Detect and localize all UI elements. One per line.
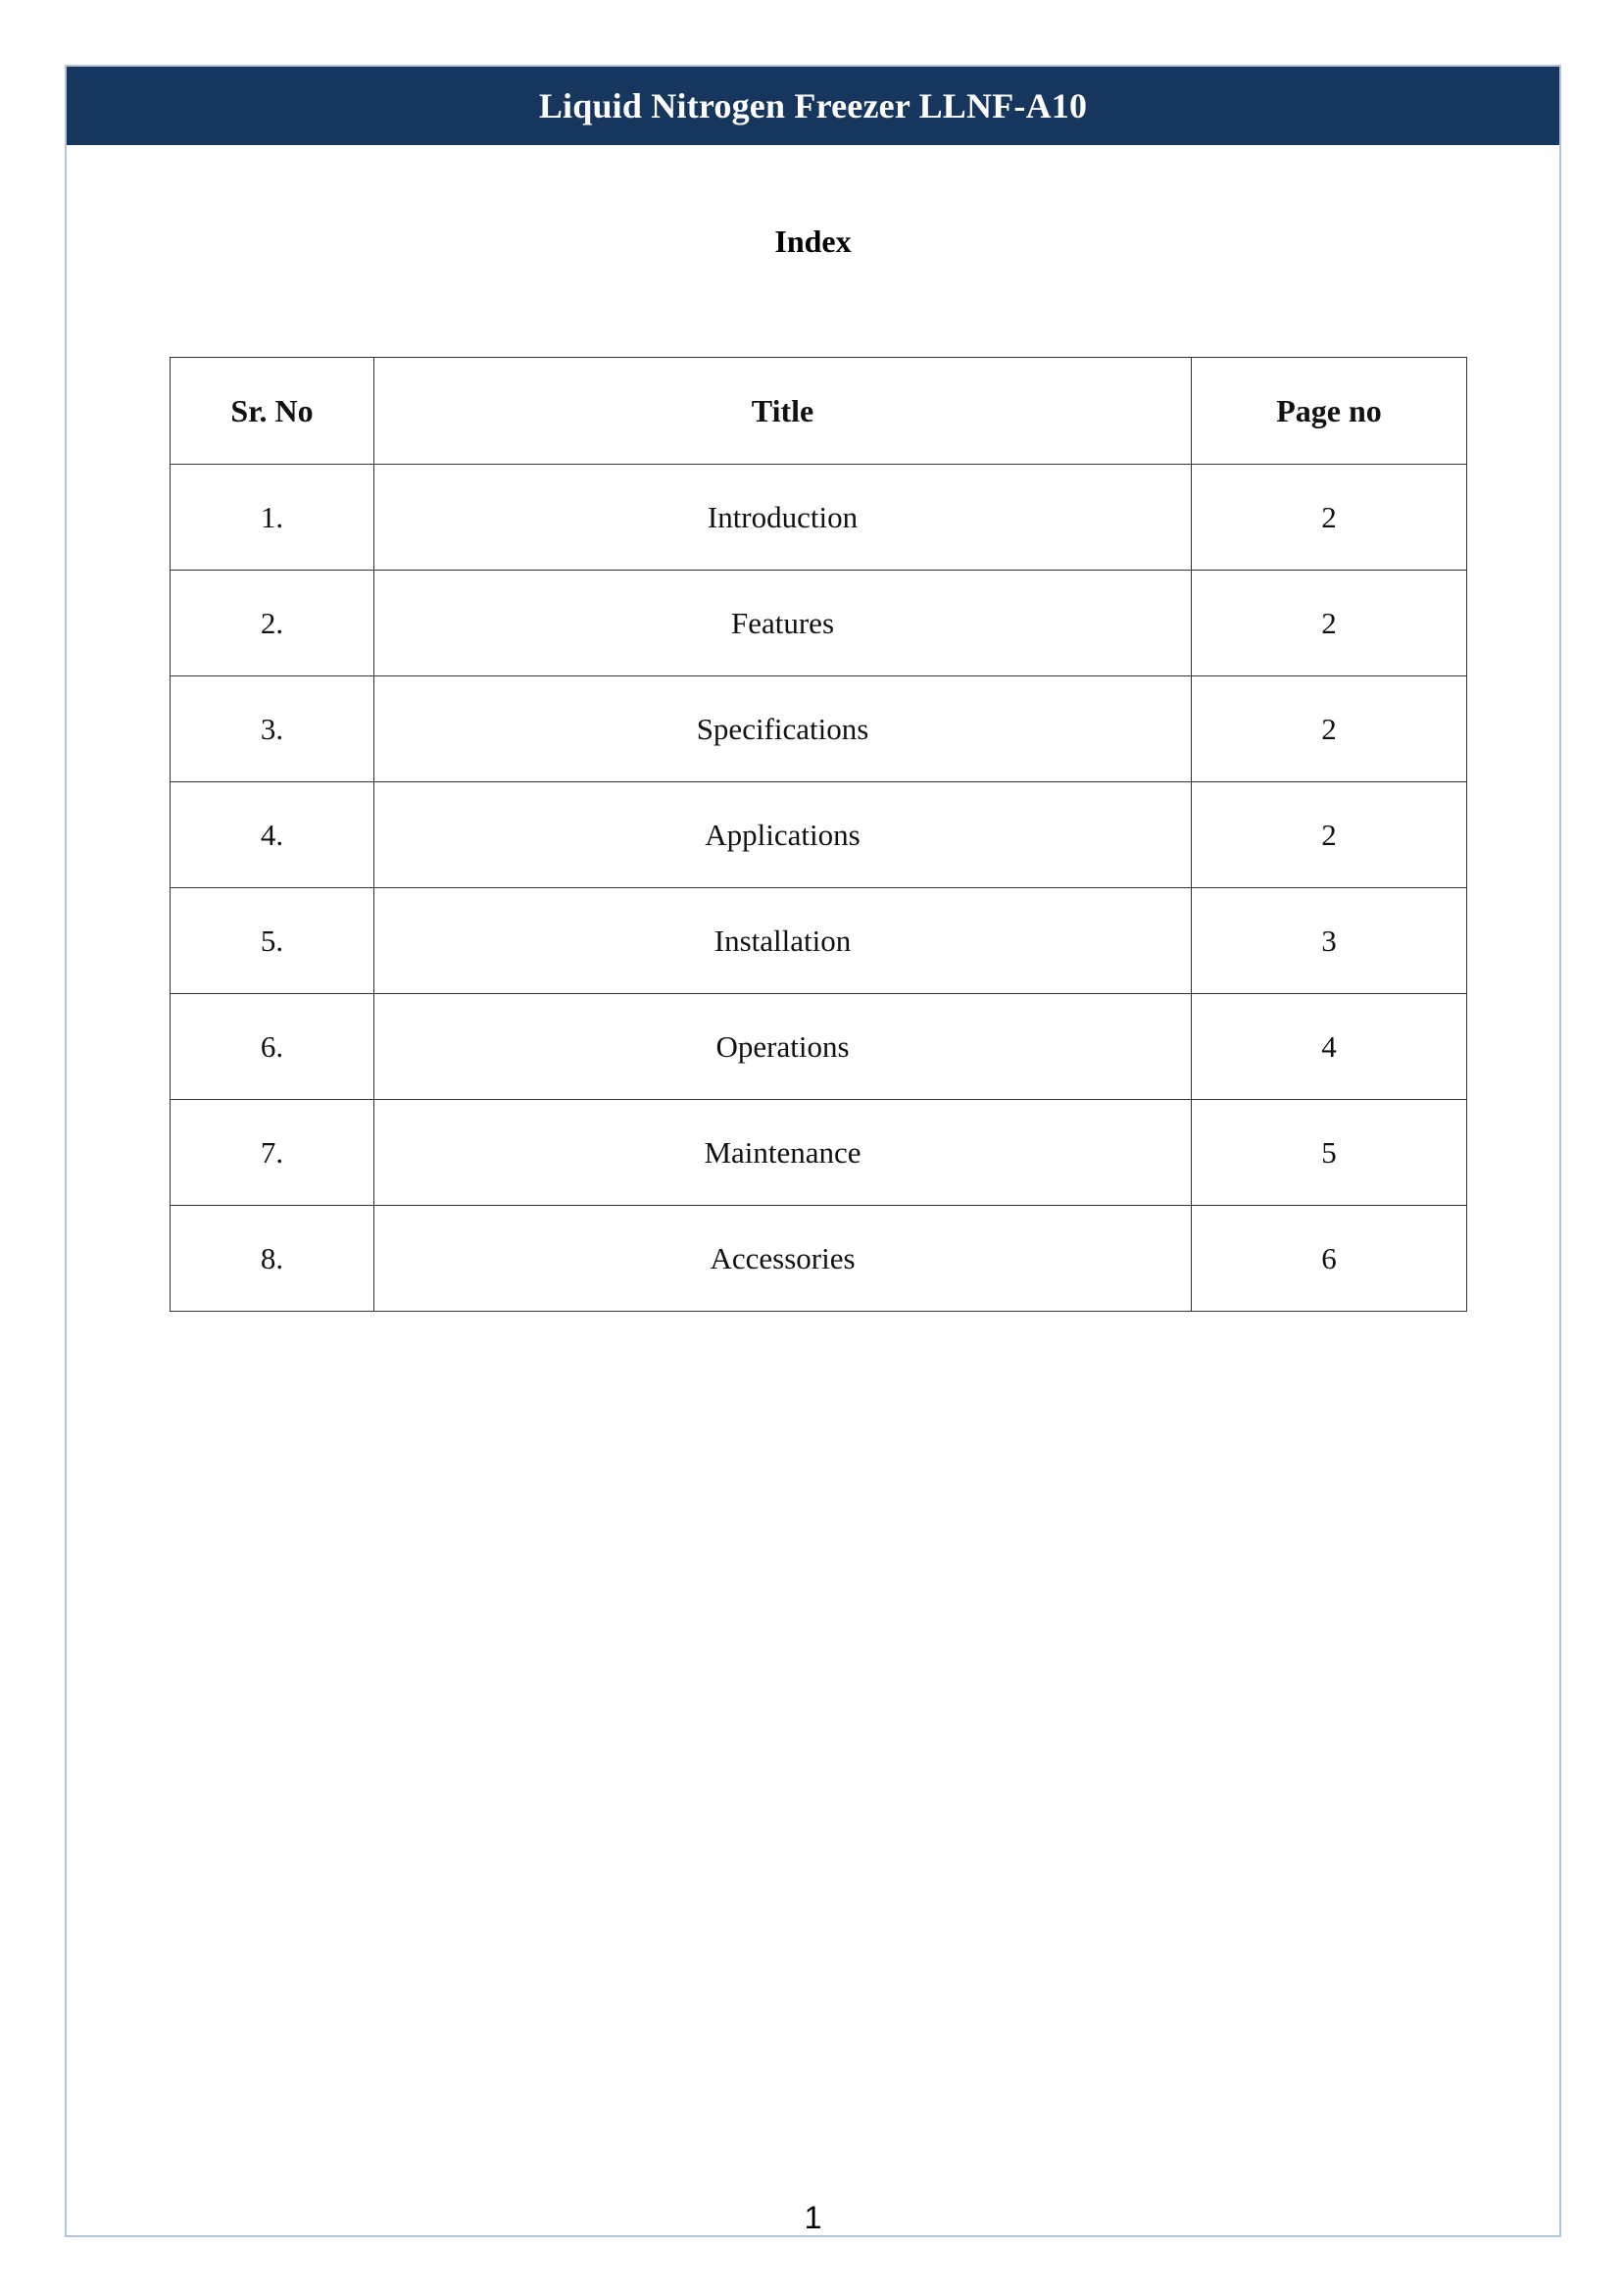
page-no-cell: 4 [1192, 994, 1467, 1100]
index-heading: Index [774, 224, 852, 259]
sr-no-cell: 4. [171, 782, 374, 888]
column-header-title: Title [374, 358, 1192, 465]
title-cell: Specifications [374, 676, 1192, 782]
page-no-cell: 2 [1192, 676, 1467, 782]
sr-no-cell: 8. [171, 1206, 374, 1312]
title-cell: Applications [374, 782, 1192, 888]
title-cell: Operations [374, 994, 1192, 1100]
page-no-cell: 6 [1192, 1206, 1467, 1312]
title-cell: Introduction [374, 465, 1192, 571]
title-cell: Accessories [374, 1206, 1192, 1312]
page-no-cell: 2 [1192, 571, 1467, 676]
sr-no-cell: 6. [171, 994, 374, 1100]
title-cell: Features [374, 571, 1192, 676]
page-no-cell: 2 [1192, 782, 1467, 888]
page-number: 1 [804, 2200, 822, 2235]
page-no-cell: 3 [1192, 888, 1467, 994]
header-bar [67, 67, 1559, 145]
page-no-cell: 5 [1192, 1100, 1467, 1206]
sr-no-cell: 7. [171, 1100, 374, 1206]
column-header-sr-no: Sr. No [171, 358, 374, 465]
column-header-page-no: Page no [1192, 358, 1467, 465]
sr-no-cell: 1. [171, 465, 374, 571]
document-title: Liquid Nitrogen Freezer LLNF-A10 [538, 86, 1088, 125]
table-header-row [171, 358, 1467, 465]
table-row [171, 782, 1467, 888]
sr-no-cell: 3. [171, 676, 374, 782]
table-row [171, 1100, 1467, 1206]
index-table [170, 357, 1467, 1312]
page-frame [65, 65, 1561, 2237]
table-row [171, 571, 1467, 676]
title-cell: Installation [374, 888, 1192, 994]
table-row [171, 888, 1467, 994]
sr-no-cell: 5. [171, 888, 374, 994]
table-row [171, 465, 1467, 571]
table-row [171, 1206, 1467, 1312]
page-no-cell: 2 [1192, 465, 1467, 571]
table-row [171, 676, 1467, 782]
sr-no-cell: 2. [171, 571, 374, 676]
title-cell: Maintenance [374, 1100, 1192, 1206]
table-row [171, 994, 1467, 1100]
